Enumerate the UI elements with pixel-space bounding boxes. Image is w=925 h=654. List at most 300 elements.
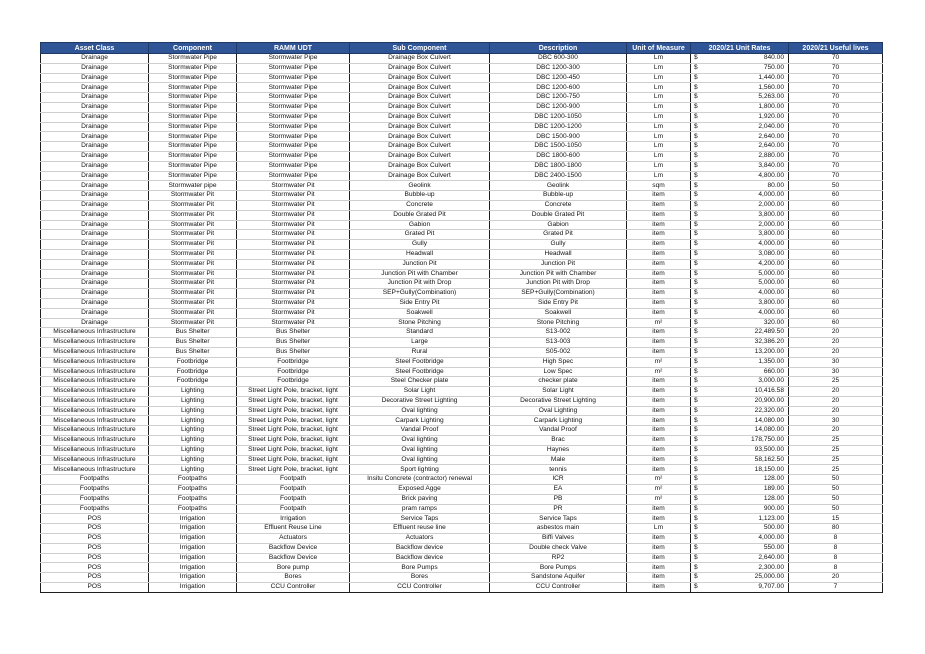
- useful-life-cell[interactable]: 20: [789, 387, 883, 397]
- asset-class-cell[interactable]: Footpaths: [41, 504, 149, 514]
- useful-life-cell[interactable]: 60: [789, 210, 883, 220]
- useful-life-cell[interactable]: 20: [789, 396, 883, 406]
- ramm-udt-cell[interactable]: Backflow Device: [237, 553, 350, 563]
- component-cell[interactable]: Stormwater Pipe: [149, 142, 237, 152]
- unit-cell[interactable]: Lm: [627, 83, 691, 93]
- unit-cell[interactable]: m²: [627, 494, 691, 504]
- sub-component-cell[interactable]: Brick paving: [350, 494, 490, 504]
- unit-rate-cell[interactable]: [691, 357, 789, 367]
- useful-life-cell[interactable]: 60: [789, 230, 883, 240]
- ramm-udt-cell[interactable]: Stormwater Pipe: [237, 132, 350, 142]
- unit-rate-cell[interactable]: [691, 436, 789, 446]
- useful-life-cell[interactable]: 60: [789, 249, 883, 259]
- ramm-udt-cell[interactable]: Stormwater Pipe: [237, 54, 350, 64]
- unit-rate-cell[interactable]: [691, 524, 789, 534]
- component-cell[interactable]: Stormwater Pipe: [149, 54, 237, 64]
- unit-cell[interactable]: item: [627, 249, 691, 259]
- ramm-udt-cell[interactable]: Actuators: [237, 534, 350, 544]
- useful-life-cell[interactable]: 80: [789, 524, 883, 534]
- unit-cell[interactable]: Lm: [627, 151, 691, 161]
- ramm-udt-cell[interactable]: Footpath: [237, 485, 350, 495]
- unit-rate-cell[interactable]: [691, 534, 789, 544]
- unit-rate-cell[interactable]: [691, 230, 789, 240]
- sub-component-cell[interactable]: Backflow device: [350, 553, 490, 563]
- useful-life-cell[interactable]: 70: [789, 122, 883, 132]
- description-cell[interactable]: Oval Lighting: [490, 406, 627, 416]
- asset-class-cell[interactable]: Drainage: [41, 151, 149, 161]
- useful-life-cell[interactable]: 70: [789, 63, 883, 73]
- component-cell[interactable]: Footpaths: [149, 494, 237, 504]
- ramm-udt-cell[interactable]: Bore pump: [237, 563, 350, 573]
- asset-class-cell[interactable]: POS: [41, 573, 149, 583]
- description-cell[interactable]: Low Spec: [490, 367, 627, 377]
- ramm-udt-cell[interactable]: Stormwater Pipe: [237, 63, 350, 73]
- sub-component-cell[interactable]: CCU Controller: [350, 583, 490, 593]
- description-cell[interactable]: DBC 1500-900: [490, 132, 627, 142]
- unit-cell[interactable]: item: [627, 416, 691, 426]
- component-cell[interactable]: Footpaths: [149, 485, 237, 495]
- component-cell[interactable]: Stormwater Pit: [149, 230, 237, 240]
- sub-component-cell[interactable]: Oval lighting: [350, 436, 490, 446]
- component-cell[interactable]: Irrigation: [149, 524, 237, 534]
- unit-rate-cell[interactable]: [691, 161, 789, 171]
- asset-class-cell[interactable]: Miscellaneous Infrastructure: [41, 436, 149, 446]
- description-cell[interactable]: S05-002: [490, 347, 627, 357]
- component-cell[interactable]: Lighting: [149, 416, 237, 426]
- component-cell[interactable]: Lighting: [149, 455, 237, 465]
- useful-life-cell[interactable]: 70: [789, 151, 883, 161]
- description-cell[interactable]: Vandal Proof: [490, 426, 627, 436]
- useful-life-cell[interactable]: 60: [789, 240, 883, 250]
- sub-component-cell[interactable]: Actuators: [350, 534, 490, 544]
- description-cell[interactable]: S13-002: [490, 328, 627, 338]
- description-cell[interactable]: SEP+Gully(Combination): [490, 289, 627, 299]
- description-cell[interactable]: ICR: [490, 475, 627, 485]
- col-header-sub-component[interactable]: Sub Component: [350, 43, 490, 54]
- unit-cell[interactable]: item: [627, 534, 691, 544]
- unit-cell[interactable]: item: [627, 338, 691, 348]
- sub-component-cell[interactable]: Geolink: [350, 181, 490, 191]
- useful-life-cell[interactable]: 20: [789, 406, 883, 416]
- unit-cell[interactable]: item: [627, 406, 691, 416]
- asset-class-cell[interactable]: Miscellaneous Infrastructure: [41, 455, 149, 465]
- asset-class-cell[interactable]: POS: [41, 534, 149, 544]
- unit-rate-cell[interactable]: [691, 583, 789, 593]
- component-cell[interactable]: Bus Shelter: [149, 347, 237, 357]
- component-cell[interactable]: Stormwater Pipe: [149, 122, 237, 132]
- description-cell[interactable]: DBC 1200-1200: [490, 122, 627, 132]
- unit-rate-cell[interactable]: [691, 494, 789, 504]
- component-cell[interactable]: Stormwater Pit: [149, 289, 237, 299]
- description-cell[interactable]: Junction Pit with Chamber: [490, 269, 627, 279]
- useful-life-cell[interactable]: 70: [789, 142, 883, 152]
- asset-class-cell[interactable]: Drainage: [41, 171, 149, 181]
- ramm-udt-cell[interactable]: Footpath: [237, 504, 350, 514]
- unit-cell[interactable]: item: [627, 543, 691, 553]
- ramm-udt-cell[interactable]: Stormwater Pit: [237, 181, 350, 191]
- useful-life-cell[interactable]: 15: [789, 514, 883, 524]
- unit-rate-cell[interactable]: [691, 191, 789, 201]
- unit-cell[interactable]: item: [627, 436, 691, 446]
- unit-rate-cell[interactable]: [691, 200, 789, 210]
- component-cell[interactable]: Stormwater pipe: [149, 181, 237, 191]
- unit-rate-cell[interactable]: [691, 367, 789, 377]
- unit-cell[interactable]: item: [627, 465, 691, 475]
- component-cell[interactable]: Stormwater Pit: [149, 240, 237, 250]
- useful-life-cell[interactable]: 50: [789, 485, 883, 495]
- useful-life-cell[interactable]: 25: [789, 377, 883, 387]
- description-cell[interactable]: Soakwell: [490, 308, 627, 318]
- description-cell[interactable]: Concrete: [490, 200, 627, 210]
- unit-cell[interactable]: m²: [627, 475, 691, 485]
- sub-component-cell[interactable]: Solar Light: [350, 387, 490, 397]
- component-cell[interactable]: Lighting: [149, 396, 237, 406]
- sub-component-cell[interactable]: Steel Checker plate: [350, 377, 490, 387]
- description-cell[interactable]: Double Grated Pit: [490, 210, 627, 220]
- useful-life-cell[interactable]: 20: [789, 328, 883, 338]
- unit-rate-cell[interactable]: [691, 298, 789, 308]
- unit-rate-cell[interactable]: [691, 289, 789, 299]
- unit-cell[interactable]: item: [627, 289, 691, 299]
- unit-rate-cell[interactable]: [691, 396, 789, 406]
- ramm-udt-cell[interactable]: Street Light Pole, bracket, light: [237, 396, 350, 406]
- unit-cell[interactable]: Lm: [627, 73, 691, 83]
- asset-class-cell[interactable]: Footpaths: [41, 485, 149, 495]
- useful-life-cell[interactable]: 8: [789, 543, 883, 553]
- sub-component-cell[interactable]: Junction Pit: [350, 259, 490, 269]
- ramm-udt-cell[interactable]: Bus Shelter: [237, 328, 350, 338]
- component-cell[interactable]: Stormwater Pipe: [149, 93, 237, 103]
- component-cell[interactable]: Irrigation: [149, 534, 237, 544]
- sub-component-cell[interactable]: Drainage Box Culvert: [350, 132, 490, 142]
- useful-life-cell[interactable]: 60: [789, 308, 883, 318]
- description-cell[interactable]: DBC 2400-1500: [490, 171, 627, 181]
- description-cell[interactable]: Haynes: [490, 445, 627, 455]
- asset-class-cell[interactable]: Drainage: [41, 54, 149, 64]
- sub-component-cell[interactable]: Bore Pumps: [350, 563, 490, 573]
- component-cell[interactable]: Stormwater Pipe: [149, 161, 237, 171]
- sub-component-cell[interactable]: Stone Pitching: [350, 318, 490, 328]
- ramm-udt-cell[interactable]: Footpath: [237, 494, 350, 504]
- asset-class-cell[interactable]: Miscellaneous Infrastructure: [41, 387, 149, 397]
- unit-cell[interactable]: item: [627, 514, 691, 524]
- asset-class-cell[interactable]: Drainage: [41, 181, 149, 191]
- unit-cell[interactable]: item: [627, 396, 691, 406]
- component-cell[interactable]: Stormwater Pipe: [149, 171, 237, 181]
- sub-component-cell[interactable]: Drainage Box Culvert: [350, 93, 490, 103]
- component-cell[interactable]: Irrigation: [149, 543, 237, 553]
- description-cell[interactable]: DBC 1800-1800: [490, 161, 627, 171]
- ramm-udt-cell[interactable]: Street Light Pole, bracket, light: [237, 406, 350, 416]
- unit-rate-cell[interactable]: [691, 220, 789, 230]
- description-cell[interactable]: Stone Pitching: [490, 318, 627, 328]
- component-cell[interactable]: Stormwater Pit: [149, 220, 237, 230]
- unit-cell[interactable]: item: [627, 455, 691, 465]
- useful-life-cell[interactable]: 8: [789, 534, 883, 544]
- sub-component-cell[interactable]: Oval lighting: [350, 455, 490, 465]
- useful-life-cell[interactable]: 60: [789, 279, 883, 289]
- unit-rate-cell[interactable]: [691, 122, 789, 132]
- unit-rate-cell[interactable]: [691, 210, 789, 220]
- description-cell[interactable]: Bubble-up: [490, 191, 627, 201]
- useful-life-cell[interactable]: 20: [789, 426, 883, 436]
- unit-rate-cell[interactable]: [691, 426, 789, 436]
- sub-component-cell[interactable]: Drainage Box Culvert: [350, 83, 490, 93]
- asset-class-cell[interactable]: Miscellaneous Infrastructure: [41, 338, 149, 348]
- component-cell[interactable]: Lighting: [149, 426, 237, 436]
- ramm-udt-cell[interactable]: Street Light Pole, bracket, light: [237, 426, 350, 436]
- ramm-udt-cell[interactable]: Irrigation: [237, 514, 350, 524]
- col-header-ramm-udt[interactable]: RAMM UDT: [237, 43, 350, 54]
- ramm-udt-cell[interactable]: Stormwater Pit: [237, 269, 350, 279]
- ramm-udt-cell[interactable]: Stormwater Pit: [237, 318, 350, 328]
- useful-life-cell[interactable]: 60: [789, 220, 883, 230]
- sub-component-cell[interactable]: Vandal Proof: [350, 426, 490, 436]
- unit-rate-cell[interactable]: [691, 308, 789, 318]
- asset-class-cell[interactable]: POS: [41, 583, 149, 593]
- unit-rate-cell[interactable]: [691, 377, 789, 387]
- asset-class-cell[interactable]: Footpaths: [41, 475, 149, 485]
- sub-component-cell[interactable]: Bubble-up: [350, 191, 490, 201]
- ramm-udt-cell[interactable]: Stormwater Pipe: [237, 171, 350, 181]
- unit-cell[interactable]: item: [627, 377, 691, 387]
- unit-cell[interactable]: Lm: [627, 112, 691, 122]
- unit-cell[interactable]: item: [627, 563, 691, 573]
- asset-class-cell[interactable]: Drainage: [41, 200, 149, 210]
- description-cell[interactable]: Geolink: [490, 181, 627, 191]
- ramm-udt-cell[interactable]: Effluent Reuse Line: [237, 524, 350, 534]
- asset-class-cell[interactable]: Drainage: [41, 249, 149, 259]
- component-cell[interactable]: Stormwater Pipe: [149, 73, 237, 83]
- col-header-useful-lives[interactable]: 2020/21 Useful lives: [789, 43, 883, 54]
- asset-class-cell[interactable]: Drainage: [41, 279, 149, 289]
- useful-life-cell[interactable]: 60: [789, 289, 883, 299]
- unit-rate-cell[interactable]: [691, 318, 789, 328]
- unit-cell[interactable]: item: [627, 279, 691, 289]
- component-cell[interactable]: Stormwater Pipe: [149, 63, 237, 73]
- asset-class-cell[interactable]: Miscellaneous Infrastructure: [41, 377, 149, 387]
- asset-class-cell[interactable]: Drainage: [41, 269, 149, 279]
- useful-life-cell[interactable]: 20: [789, 338, 883, 348]
- ramm-udt-cell[interactable]: Street Light Pole, bracket, light: [237, 465, 350, 475]
- description-cell[interactable]: PR: [490, 504, 627, 514]
- component-cell[interactable]: Stormwater Pit: [149, 308, 237, 318]
- description-cell[interactable]: Side Entry Pit: [490, 298, 627, 308]
- useful-life-cell[interactable]: 20: [789, 347, 883, 357]
- useful-life-cell[interactable]: 70: [789, 73, 883, 83]
- component-cell[interactable]: Irrigation: [149, 573, 237, 583]
- component-cell[interactable]: Stormwater Pit: [149, 249, 237, 259]
- sub-component-cell[interactable]: Drainage Box Culvert: [350, 122, 490, 132]
- description-cell[interactable]: Decorative Street Lighting: [490, 396, 627, 406]
- sub-component-cell[interactable]: Side Entry Pit: [350, 298, 490, 308]
- unit-cell[interactable]: m²: [627, 318, 691, 328]
- description-cell[interactable]: Junction Pit: [490, 259, 627, 269]
- component-cell[interactable]: Irrigation: [149, 553, 237, 563]
- sub-component-cell[interactable]: Gabion: [350, 220, 490, 230]
- useful-life-cell[interactable]: 25: [789, 436, 883, 446]
- unit-cell[interactable]: item: [627, 308, 691, 318]
- ramm-udt-cell[interactable]: Stormwater Pipe: [237, 102, 350, 112]
- asset-class-cell[interactable]: POS: [41, 563, 149, 573]
- useful-life-cell[interactable]: 30: [789, 357, 883, 367]
- asset-class-cell[interactable]: Drainage: [41, 122, 149, 132]
- col-header-unit-of-measure[interactable]: Unit of Measure: [627, 43, 691, 54]
- asset-class-cell[interactable]: POS: [41, 543, 149, 553]
- unit-cell[interactable]: Lm: [627, 171, 691, 181]
- unit-cell[interactable]: item: [627, 504, 691, 514]
- description-cell[interactable]: tennis: [490, 465, 627, 475]
- useful-life-cell[interactable]: 30: [789, 416, 883, 426]
- asset-class-cell[interactable]: Miscellaneous Infrastructure: [41, 406, 149, 416]
- unit-cell[interactable]: Lm: [627, 142, 691, 152]
- useful-life-cell[interactable]: 60: [789, 200, 883, 210]
- description-cell[interactable]: asbestos main: [490, 524, 627, 534]
- ramm-udt-cell[interactable]: Footbridge: [237, 357, 350, 367]
- sub-component-cell[interactable]: SEP+Gully(Combination): [350, 289, 490, 299]
- unit-rate-cell[interactable]: [691, 279, 789, 289]
- component-cell[interactable]: Stormwater Pit: [149, 279, 237, 289]
- asset-class-cell[interactable]: Miscellaneous Infrastructure: [41, 426, 149, 436]
- asset-class-cell[interactable]: Drainage: [41, 289, 149, 299]
- component-cell[interactable]: Lighting: [149, 465, 237, 475]
- unit-rate-cell[interactable]: [691, 259, 789, 269]
- asset-class-cell[interactable]: POS: [41, 553, 149, 563]
- component-cell[interactable]: Footbridge: [149, 357, 237, 367]
- sub-component-cell[interactable]: Headwall: [350, 249, 490, 259]
- unit-cell[interactable]: item: [627, 240, 691, 250]
- sub-component-cell[interactable]: Carpark Lighting: [350, 416, 490, 426]
- unit-rate-cell[interactable]: [691, 573, 789, 583]
- asset-class-cell[interactable]: Drainage: [41, 308, 149, 318]
- unit-rate-cell[interactable]: [691, 514, 789, 524]
- useful-life-cell[interactable]: 50: [789, 181, 883, 191]
- ramm-udt-cell[interactable]: Stormwater Pit: [237, 200, 350, 210]
- useful-life-cell[interactable]: 70: [789, 93, 883, 103]
- useful-life-cell[interactable]: 50: [789, 494, 883, 504]
- ramm-udt-cell[interactable]: Stormwater Pit: [237, 259, 350, 269]
- unit-cell[interactable]: item: [627, 426, 691, 436]
- ramm-udt-cell[interactable]: Stormwater Pit: [237, 308, 350, 318]
- col-header-component[interactable]: Component: [149, 43, 237, 54]
- unit-cell[interactable]: sqm: [627, 181, 691, 191]
- component-cell[interactable]: Lighting: [149, 406, 237, 416]
- unit-cell[interactable]: item: [627, 259, 691, 269]
- useful-life-cell[interactable]: 25: [789, 445, 883, 455]
- sub-component-cell[interactable]: Backflow device: [350, 543, 490, 553]
- ramm-udt-cell[interactable]: Footpath: [237, 475, 350, 485]
- unit-rate-cell[interactable]: [691, 171, 789, 181]
- component-cell[interactable]: Stormwater Pit: [149, 191, 237, 201]
- useful-life-cell[interactable]: 70: [789, 132, 883, 142]
- unit-cell[interactable]: m²: [627, 485, 691, 495]
- asset-class-cell[interactable]: Drainage: [41, 230, 149, 240]
- description-cell[interactable]: DBC 1500-1050: [490, 142, 627, 152]
- sub-component-cell[interactable]: Decorative Street Lighting: [350, 396, 490, 406]
- unit-cell[interactable]: item: [627, 553, 691, 563]
- useful-life-cell[interactable]: 30: [789, 367, 883, 377]
- description-cell[interactable]: DBC 1200-300: [490, 63, 627, 73]
- useful-life-cell[interactable]: 8: [789, 553, 883, 563]
- description-cell[interactable]: Sandstone Aquifer: [490, 573, 627, 583]
- sub-component-cell[interactable]: Drainage Box Culvert: [350, 73, 490, 83]
- asset-class-cell[interactable]: Drainage: [41, 259, 149, 269]
- description-cell[interactable]: Brac: [490, 436, 627, 446]
- unit-cell[interactable]: item: [627, 220, 691, 230]
- ramm-udt-cell[interactable]: Stormwater Pit: [237, 240, 350, 250]
- sub-component-cell[interactable]: Junction Pit with Chamber: [350, 269, 490, 279]
- ramm-udt-cell[interactable]: Stormwater Pit: [237, 298, 350, 308]
- sub-component-cell[interactable]: Junction Pit with Drop: [350, 279, 490, 289]
- unit-cell[interactable]: m²: [627, 357, 691, 367]
- unit-rate-cell[interactable]: [691, 406, 789, 416]
- ramm-udt-cell[interactable]: Footbridge: [237, 367, 350, 377]
- unit-cell[interactable]: item: [627, 347, 691, 357]
- unit-rate-cell[interactable]: [691, 269, 789, 279]
- useful-life-cell[interactable]: 60: [789, 269, 883, 279]
- description-cell[interactable]: Gully: [490, 240, 627, 250]
- ramm-udt-cell[interactable]: Stormwater Pit: [237, 249, 350, 259]
- unit-rate-cell[interactable]: [691, 445, 789, 455]
- unit-cell[interactable]: Lm: [627, 93, 691, 103]
- asset-class-cell[interactable]: Miscellaneous Infrastructure: [41, 347, 149, 357]
- unit-rate-cell[interactable]: [691, 338, 789, 348]
- unit-cell[interactable]: item: [627, 328, 691, 338]
- ramm-udt-cell[interactable]: Stormwater Pit: [237, 289, 350, 299]
- component-cell[interactable]: Irrigation: [149, 583, 237, 593]
- unit-rate-cell[interactable]: [691, 151, 789, 161]
- asset-class-cell[interactable]: POS: [41, 524, 149, 534]
- useful-life-cell[interactable]: 7: [789, 583, 883, 593]
- unit-rate-cell[interactable]: [691, 142, 789, 152]
- description-cell[interactable]: DBC 1800-600: [490, 151, 627, 161]
- asset-class-cell[interactable]: Miscellaneous Infrastructure: [41, 445, 149, 455]
- sub-component-cell[interactable]: Grated Pit: [350, 230, 490, 240]
- unit-rate-cell[interactable]: [691, 563, 789, 573]
- ramm-udt-cell[interactable]: Bus Shelter: [237, 347, 350, 357]
- useful-life-cell[interactable]: 20: [789, 573, 883, 583]
- asset-class-cell[interactable]: Miscellaneous Infrastructure: [41, 396, 149, 406]
- unit-rate-cell[interactable]: [691, 132, 789, 142]
- component-cell[interactable]: Lighting: [149, 387, 237, 397]
- sub-component-cell[interactable]: Standard: [350, 328, 490, 338]
- component-cell[interactable]: Stormwater Pipe: [149, 151, 237, 161]
- component-cell[interactable]: Footpaths: [149, 475, 237, 485]
- unit-cell[interactable]: item: [627, 445, 691, 455]
- useful-life-cell[interactable]: 50: [789, 475, 883, 485]
- sub-component-cell[interactable]: Concrete: [350, 200, 490, 210]
- component-cell[interactable]: Lighting: [149, 445, 237, 455]
- sub-component-cell[interactable]: Drainage Box Culvert: [350, 63, 490, 73]
- unit-cell[interactable]: Lm: [627, 161, 691, 171]
- useful-life-cell[interactable]: 70: [789, 171, 883, 181]
- unit-rate-cell[interactable]: [691, 416, 789, 426]
- useful-life-cell[interactable]: 60: [789, 298, 883, 308]
- component-cell[interactable]: Stormwater Pit: [149, 318, 237, 328]
- ramm-udt-cell[interactable]: Street Light Pole, bracket, light: [237, 416, 350, 426]
- sub-component-cell[interactable]: Drainage Box Culvert: [350, 151, 490, 161]
- component-cell[interactable]: Irrigation: [149, 514, 237, 524]
- useful-life-cell[interactable]: 70: [789, 54, 883, 64]
- component-cell[interactable]: Stormwater Pit: [149, 298, 237, 308]
- component-cell[interactable]: Stormwater Pit: [149, 200, 237, 210]
- useful-life-cell[interactable]: 8: [789, 563, 883, 573]
- unit-cell[interactable]: item: [627, 298, 691, 308]
- ramm-udt-cell[interactable]: Stormwater Pipe: [237, 122, 350, 132]
- description-cell[interactable]: Solar Light: [490, 387, 627, 397]
- col-header-unit-rates[interactable]: 2020/21 Unit Rates: [691, 43, 789, 54]
- component-cell[interactable]: Stormwater Pipe: [149, 102, 237, 112]
